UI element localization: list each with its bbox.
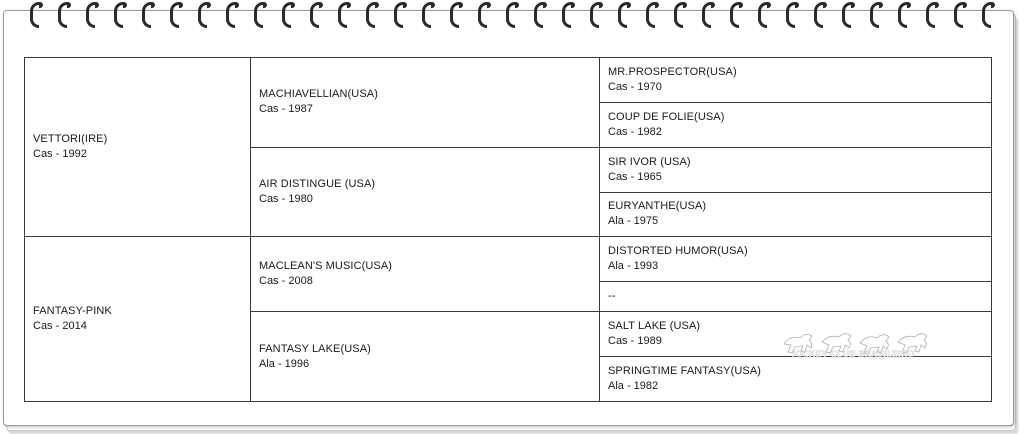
spiral-ring — [254, 2, 263, 28]
spiral-ring — [450, 2, 459, 28]
ancestor-info: Ala - 1993 — [608, 260, 659, 273]
dam-dam-cell — [251, 312, 600, 402]
ancestor-name: SIR IVOR (USA) — [608, 155, 691, 168]
spiral-ring — [394, 2, 403, 28]
spiral-ring — [786, 2, 795, 28]
spiral-binding — [0, 0, 1024, 34]
spiral-ring — [30, 2, 39, 28]
spiral-ring — [618, 2, 627, 28]
spiral-ring — [842, 2, 851, 28]
ancestor-cell — [600, 147, 992, 192]
spiral-ring — [506, 2, 515, 28]
spiral-ring — [982, 2, 991, 28]
spiral-ring — [590, 2, 599, 28]
sire-sire-cell — [251, 58, 600, 148]
spiral-ring — [198, 2, 207, 28]
spiral-ring — [702, 2, 711, 28]
sire-dam-info: Cas - 1980 — [259, 193, 313, 206]
dam-sire-cell — [251, 237, 600, 312]
watermark-text: JOCKEY CLUB BRASILEIRO — [792, 349, 915, 359]
ancestor-cell — [600, 192, 992, 237]
spiral-ring — [282, 2, 291, 28]
dam-sire-info: Cas - 2008 — [259, 275, 313, 288]
spiral-ring — [730, 2, 739, 28]
ancestor-info: Cas - 1970 — [608, 80, 662, 93]
ancestor-cell — [600, 237, 992, 282]
ancestor-info: Ala - 1982 — [608, 380, 659, 393]
ancestor-info: Cas - 1982 — [608, 125, 662, 138]
spiral-ring — [814, 2, 823, 28]
spiral-ring — [954, 2, 963, 28]
ancestor-name: COUP DE FOLIE(USA) — [608, 110, 725, 123]
ancestor-info: Ala - 1975 — [608, 215, 659, 228]
ancestor-info: Cas - 1989 — [608, 335, 662, 348]
ancestor-cell — [600, 282, 992, 312]
spiral-ring — [366, 2, 375, 28]
ancestor-name: DISTORTED HUMOR(USA) — [608, 245, 748, 258]
horse-racing-watermark-icon — [778, 322, 942, 366]
sire-dam-name: AIR DISTINGUE (USA) — [259, 178, 376, 191]
spiral-ring — [114, 2, 123, 28]
sire-info: Cas - 1992 — [33, 148, 87, 161]
dam-cell — [25, 237, 251, 402]
table-row — [25, 237, 992, 282]
sire-cell — [25, 58, 251, 237]
spiral-ring — [926, 2, 935, 28]
sire-sire-name: MACHIAVELLIAN(USA) — [259, 88, 378, 101]
dam-name: FANTASY-PINK — [33, 305, 112, 318]
spiral-ring — [86, 2, 95, 28]
spiral-ring — [674, 2, 683, 28]
ancestor-cell — [600, 58, 992, 103]
dam-sire-name: MACLEAN'S MUSIC(USA) — [259, 260, 393, 273]
ancestor-name: SPRINGTIME FANTASY(USA) — [608, 365, 762, 378]
ancestor-name: SALT LAKE (USA) — [608, 320, 701, 333]
ancestor-info: Cas - 1965 — [608, 170, 662, 183]
dam-dam-name: FANTASY LAKE(USA) — [259, 342, 371, 355]
spiral-ring — [758, 2, 767, 28]
spiral-ring — [478, 2, 487, 28]
sire-name: VETTORI(IRE) — [33, 133, 108, 146]
spiral-ring — [870, 2, 879, 28]
spiral-ring — [646, 2, 655, 28]
spiral-ring — [562, 2, 571, 28]
spiral-ring — [422, 2, 431, 28]
ancestor-name: MR.PROSPECTOR(USA) — [608, 65, 737, 78]
dam-dam-info: Ala - 1996 — [259, 357, 310, 370]
spiral-ring — [898, 2, 907, 28]
ancestor-name: EURYANTHE(USA) — [608, 200, 707, 213]
ancestor-name: -- — [608, 290, 616, 303]
sire-sire-info: Cas - 1987 — [259, 103, 313, 116]
spiral-ring — [534, 2, 543, 28]
table-row — [25, 58, 992, 103]
spiral-ring — [142, 2, 151, 28]
dam-info: Cas - 2014 — [33, 320, 87, 333]
spiral-ring — [58, 2, 67, 28]
sire-dam-cell — [251, 147, 600, 237]
spiral-ring — [310, 2, 319, 28]
spiral-ring — [226, 2, 235, 28]
ancestor-cell — [600, 102, 992, 147]
spiral-ring — [170, 2, 179, 28]
spiral-ring — [338, 2, 347, 28]
